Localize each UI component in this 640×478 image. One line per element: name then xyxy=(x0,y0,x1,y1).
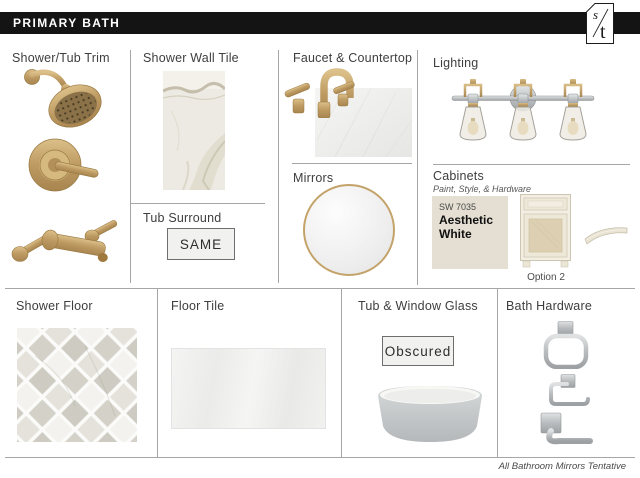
column-divider xyxy=(278,50,279,283)
shower-valve-trim-image xyxy=(28,136,106,194)
section-title-shower-tub-trim: Shower/Tub Trim xyxy=(12,51,110,65)
vanity-light-image xyxy=(450,76,596,148)
column-divider xyxy=(497,289,498,457)
cabinets-subtitle: Paint, Style, & Hardware xyxy=(433,184,532,194)
section-divider xyxy=(433,164,630,165)
header-bar xyxy=(0,12,640,34)
tub-surround-selection-box: SAME xyxy=(167,228,235,260)
showerhead-image xyxy=(22,68,110,132)
freestanding-tub-image xyxy=(372,383,488,445)
section-title-floor-tile: Floor Tile xyxy=(171,299,225,313)
towel-ring-image xyxy=(541,321,591,369)
section-title-shower-floor: Shower Floor xyxy=(16,299,93,313)
section-title-faucet-countertop: Faucet & Countertop xyxy=(293,51,413,65)
row-divider xyxy=(5,288,635,289)
paint-chip-swatch xyxy=(432,196,508,269)
section-title-tub-surround: Tub Surround xyxy=(143,211,222,225)
page-title: PRIMARY BATH xyxy=(13,16,121,30)
toilet-paper-holder-image xyxy=(546,374,592,410)
logo-monogram xyxy=(586,3,614,49)
robe-hook-image xyxy=(530,412,598,450)
paint-code: SW 7035 xyxy=(439,202,477,212)
section-title-shower-wall-tile: Shower Wall Tile xyxy=(143,51,239,65)
logo-letter-t: t xyxy=(600,21,606,43)
column-divider xyxy=(417,50,418,285)
cabinet-pull-image xyxy=(584,222,630,246)
column-divider xyxy=(130,50,131,283)
paint-name: Aesthetic White xyxy=(439,213,494,241)
mosaic-tile-image xyxy=(15,326,139,444)
cabinet-door-image xyxy=(520,194,571,268)
section-divider xyxy=(292,163,412,164)
section-title-tub-window-glass: Tub & Window Glass xyxy=(358,299,478,313)
footer-divider xyxy=(5,457,635,458)
round-mirror-image xyxy=(303,184,395,276)
glass-selection-box: Obscured xyxy=(382,336,454,366)
section-divider xyxy=(131,203,265,204)
section-title-mirrors: Mirrors xyxy=(293,171,334,185)
section-title-lighting: Lighting xyxy=(433,56,479,70)
column-divider xyxy=(341,289,342,457)
column-divider xyxy=(157,289,158,457)
logo-letter-s: s xyxy=(593,7,599,22)
section-title-cabinets: Cabinets xyxy=(433,169,484,183)
footer-note: All Bathroom Mirrors Tentative xyxy=(498,461,626,472)
marble-wall-tile-image xyxy=(163,71,225,190)
floor-tile-image xyxy=(171,348,326,429)
logo-icon xyxy=(586,3,614,44)
cabinet-option-label: Option 2 xyxy=(527,272,565,283)
tub-filler-image xyxy=(6,214,124,270)
faucet-image xyxy=(284,62,362,118)
section-title-bath-hardware: Bath Hardware xyxy=(506,299,592,313)
